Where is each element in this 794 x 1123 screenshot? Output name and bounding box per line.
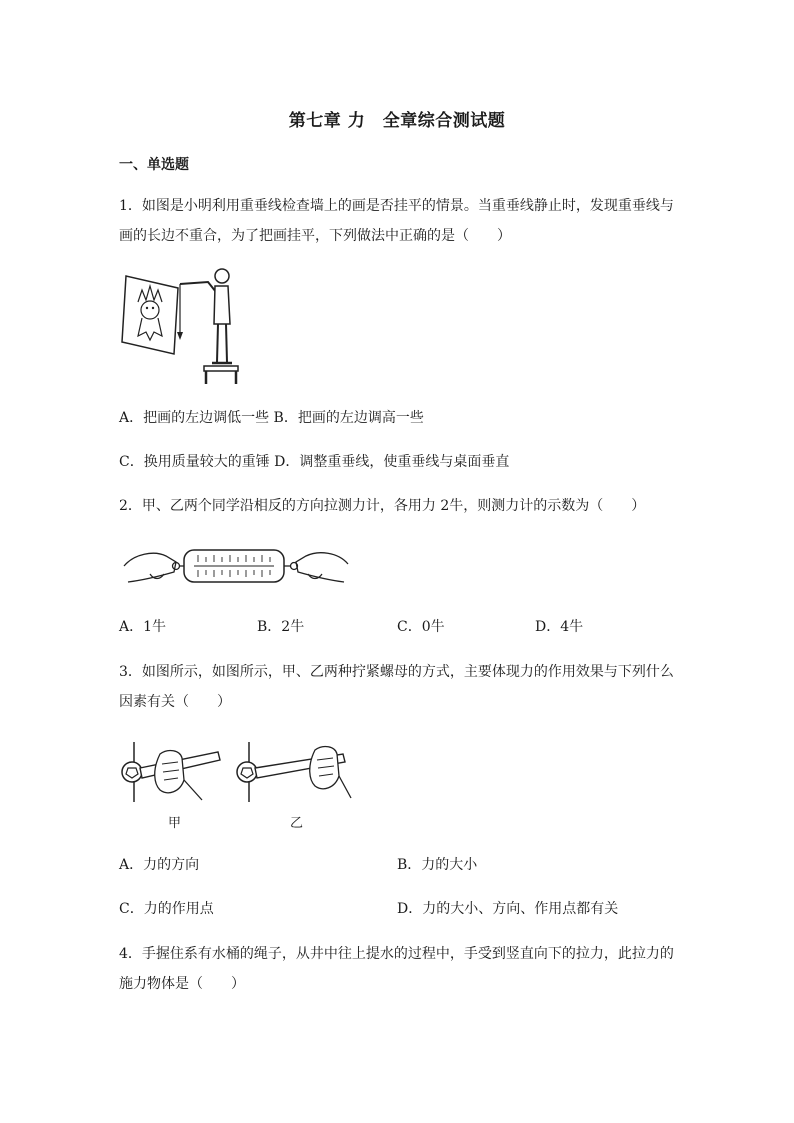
section-heading: 一、单选题 — [119, 157, 189, 173]
q3-option-d: D．力的大小、方向、作用点都有关 — [397, 901, 619, 917]
q2-option-b: B．2牛 — [257, 619, 305, 635]
q3-option-a: A．力的方向 — [119, 857, 200, 873]
q1-text-line1: 1．如图是小明利用重垂线检查墙上的画是否挂平的情景。当重垂线静止时，发现重垂线与 — [119, 198, 674, 214]
q2-text-line1: 2．甲、乙两个同学沿相反的方向拉测力计，各用力 2牛，则测力计的示数为（ ） — [119, 498, 646, 514]
q3-text-line2: 因素有关（ ） — [119, 694, 231, 710]
q1-options-cd: C．换用质量较大的重锤 D．调整重垂线，使重垂线与桌面垂直 — [119, 454, 510, 470]
q2-option-d: D．4牛 — [535, 619, 584, 635]
q2-option-c: C．0牛 — [397, 619, 445, 635]
q3-figure-wrench-yi — [235, 740, 355, 804]
q3-caption-jia: 甲 — [168, 816, 182, 831]
q3-caption-yi: 乙 — [290, 816, 304, 831]
q3-option-b: B．力的大小 — [397, 857, 478, 873]
q4-text-line1: 4．手握住系有水桶的绳子，从井中往上提水的过程中，手受到竖直向下的拉力，此拉力的 — [119, 946, 674, 962]
q3-option-c: C．力的作用点 — [119, 901, 214, 917]
q1-text-line2: 画的长边不重合，为了把画挂平，下列做法中正确的是（ ） — [119, 228, 511, 244]
q2-option-a: A．1牛 — [119, 619, 167, 635]
q1-figure-plumb-line — [120, 262, 250, 388]
q2-figure-spring-scale — [120, 536, 352, 590]
q3-text-line1: 3．如图所示，如图所示，甲、乙两种拧紧螺母的方式，主要体现力的作用效果与下列什么 — [119, 664, 674, 680]
q4-text-line2: 施力物体是（ ） — [119, 976, 245, 992]
q3-figure-wrench-jia — [120, 740, 230, 804]
page-title: 第七章 力 全章综合测试题 — [288, 111, 506, 131]
q1-options-ab: A．把画的左边调低一些 B．把画的左边调高一些 — [119, 410, 424, 426]
